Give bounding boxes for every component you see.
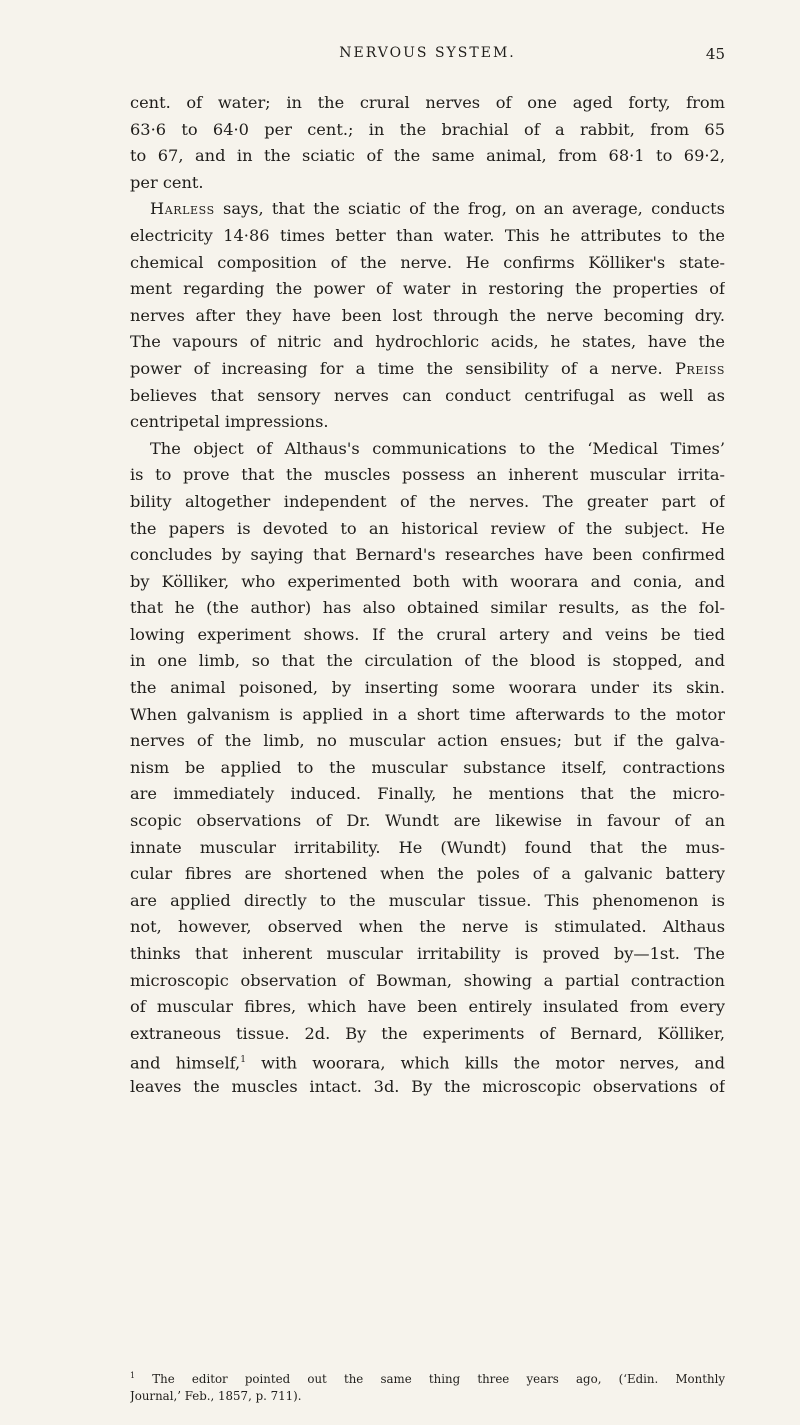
footnote-line: Journal,’ Feb., 1857, p. 711). xyxy=(130,1388,302,1403)
text-line: bility altogether independent of the nerves. The greater part of xyxy=(130,491,725,511)
text-line: lowing experiment shows. If the crural artery and veins be tied xyxy=(130,624,725,644)
text-line: cent. of water; in the crural nerves of one aged forty, from xyxy=(130,93,725,112)
text-line: per cent. xyxy=(130,172,204,192)
footnote xyxy=(130,1367,725,1405)
footnote-line xyxy=(130,1367,725,1388)
text-line: cular fibres are shortened when the poles of a galvanic battery xyxy=(130,864,725,884)
text-line: nerves after they have been lost through the nerve becoming dry. xyxy=(130,305,725,325)
text-line: ment regarding the power of water in restoring the properties of xyxy=(130,279,725,299)
text-line: nism be applied to the muscular substance itself, contractions xyxy=(130,757,725,777)
text-line: centripetal impressions. xyxy=(130,412,329,432)
text-line: extraneous tissue. 2d. By the experiments of Bernard, Kölliker, xyxy=(130,1023,725,1043)
text-line: thinks that inherent muscular irritability is proved by—1st. The xyxy=(130,944,725,963)
text-line: scopic observations of Dr. Wundt are likewise in favour of an xyxy=(130,811,725,831)
text-line: leaves the muscles intact. 3d. By the microscopic observations of xyxy=(130,1076,725,1096)
text-line: of muscular fibres, which have been entirely insulated from every xyxy=(130,997,725,1017)
text-line: is to prove that the muscles possess an inherent muscular irrita- xyxy=(130,465,725,485)
text-line: in one limb, so that the circulation of the blood is stopped, and xyxy=(130,651,725,671)
footnote-marker: 1 xyxy=(130,1371,136,1380)
body-text xyxy=(130,90,725,1101)
text-line: electricity 14·86 times better than water. This he attributes to the xyxy=(130,225,725,245)
text-line: 63·6 to 64·0 per cent.; in the brachial of a rabbit, from 65 xyxy=(130,119,725,139)
text-line: are applied directly to the muscular tissue. This phenomenon is xyxy=(130,890,725,910)
text-line-fragment: and himself, xyxy=(130,1053,241,1073)
text-line-fragment: with woorara, which kills the motor nerves, and xyxy=(245,1053,725,1073)
author-name-harless: Harless xyxy=(150,199,215,219)
text-line xyxy=(130,196,725,223)
text-line-fragment: power of increasing for a time the sensibility of a nerve. xyxy=(130,358,663,378)
text-line: chemical composition of the nerve. He confirms Kölliker's state- xyxy=(130,252,725,272)
text-line: When galvanism is applied in a short time afterwards to the motor xyxy=(130,704,725,724)
running-head xyxy=(130,45,725,69)
text-line xyxy=(130,356,725,383)
text-line: believes that sensory nerves can conduct centrifugal as well as xyxy=(130,385,725,405)
text-line: nerves of the limb, no muscular action ensues; but if the galva- xyxy=(130,731,725,751)
footnote-text: The editor pointed out the same thing three years ago, (‘Edin. Monthly xyxy=(152,1371,725,1386)
footnote-ref: 1 xyxy=(240,1055,246,1066)
text-line: are immediately induced. Finally, he mentions that the micro- xyxy=(130,784,725,804)
text-line: by Kölliker, who experimented both with woorara and conia, and xyxy=(130,571,725,591)
text-line: the animal poisoned, by inserting some woorara under its skin. xyxy=(130,678,725,698)
running-title: NERVOUS SYSTEM. xyxy=(339,45,516,61)
text-line: not, however, observed when the nerve is stimulated. Althaus xyxy=(130,917,725,937)
text-line: innate muscular irritability. He (Wundt) found that the mus- xyxy=(130,837,725,857)
text-line: The vapours of nitric and hydrochloric acids, he states, have the xyxy=(130,332,725,352)
text-line: microscopic observation of Bowman, showing a partial contraction xyxy=(130,970,725,990)
page-number: 45 xyxy=(705,45,725,63)
author-name-preiss: Preiss xyxy=(674,358,725,378)
text-line: that he (the author) has also obtained similar results, as the fol- xyxy=(130,598,725,618)
text-line: to 67, and in the sciatic of the same animal, from 68·1 to 69·2, xyxy=(130,146,725,166)
text-line: the papers is devoted to an historical review of the subject. He xyxy=(130,518,725,538)
text-line-fragment: says, that the sciatic of the frog, on an average, conducts xyxy=(223,199,725,219)
text-line: The object of Althaus's communications to the ‘Medical Times’ xyxy=(150,438,725,458)
text-line: concludes by saying that Bernard's researches have been confirmed xyxy=(130,545,725,565)
text-line xyxy=(130,1047,725,1074)
